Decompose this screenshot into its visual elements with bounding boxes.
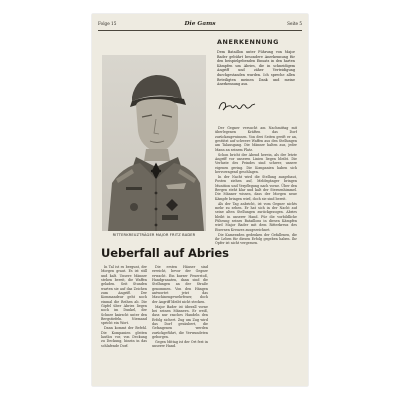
magazine-page <box>92 14 308 386</box>
article-paragraph: Dann kommt der Befehl. Die Kompanien gleiten lautlos vor, von Deckung zu Deckung, hinein in das schlafende Dorf. <box>101 326 147 348</box>
article-paragraph: In der Nacht wird die Stellung ausgebaut, Posten ziehen auf, Meldegänger bringen Munition und Verpflegung nach vorne. Über den Bergen steht klar und kalt der Sternenhimmel. Die Männer wissen, dass der Morgen neue Kämpfe bringen wird, doch sie sind bereit. <box>215 174 297 201</box>
page-number: Seite 5 <box>287 21 302 26</box>
article-column-2 <box>152 265 208 380</box>
article-paragraph: Die ersten Häuser sind erreicht, bevor der Gegner erwacht. Ein kurzer Feuerstoß, Handgranaten, dann sind die Stellungen an der Straße genommen. Von den Hängen antwortet jetzt das Maschinengewehrfeuer, doch der Angriff bleibt nicht stecken. <box>152 265 208 304</box>
page-header <box>98 19 302 29</box>
article-paragraph: Als der Tag anbricht, ist vom Gegner nichts mehr zu sehen. Er hat sich in der Nacht auf seine alten Stellungen zurückgezogen. Abries bleibt in unserer Hand. Für die vorbildliche Führung seines Bataillons in diesen Kämpfen wird Major Bader mit dem Ritterkreuz des Eisernen Kreuzes ausgezeichnet. <box>215 201 297 232</box>
magazine-title: Die Gams <box>184 21 216 27</box>
issue-number: Folge 15 <box>98 21 117 26</box>
award-title: ANERKENNUNG <box>217 38 279 46</box>
award-box <box>217 38 295 138</box>
article-column-3 <box>215 126 297 384</box>
article-paragraph: Schon bricht der Abend herein, als der letzte Angriff vor unseren Linien liegen bleibt. Die Verluste des Feindes sind schwer, unsere eigenen gering. Die Kompanien haben sich hervorragend geschlagen. <box>215 152 297 175</box>
article-paragraph: Die Kameraden gedenken der Gefallenen, die ihr Leben für diesen Erfolg gegeben haben. Ihr Opfer ist nicht vergessen. <box>215 232 297 246</box>
article-column-1 <box>101 265 147 380</box>
portrait-photo <box>102 55 206 231</box>
handwritten-signature <box>217 99 257 113</box>
award-text: Dem Bataillon unter Führung von Major Bader gebührt besondere Anerkennung für den beispielgebenden Einsatz in den harten Kämpfen um Abries, die in schneidigem Angriff und zäher Verteidigung durchgestanden wurden. Ich spreche allen Beteiligten meinen Dank und meine Anerkennung aus. <box>217 50 295 87</box>
portrait-drawing <box>102 55 206 231</box>
article-paragraph: In Tal ist es bergunt, der Morgen graut. Es ist still und kalt. Unsere Männer stehen bereit, die Waffen geladen. Seit Stunden warten sie auf das Zeichen zum Angriff. Der Kommandeur geht noch einmal die Reihen ab. Die Gipfel über Abries liegen noch im Dunkel, der Schnee knirscht unter den Bergstiefeln. Niemand spricht ein Wort. <box>101 265 147 326</box>
article-paragraph: Der Gegner versucht am Nachmittag mit überlegenen Kräften das Dorf zurückzugewinnen. Von drei Seiten greift er an, gestützt auf schwere Waffen aus den Stellungen am Talausgang. Die Männer halten aus, jeder Mann an seinem Platz. <box>215 126 297 152</box>
header-divider <box>98 30 302 31</box>
photo-caption: RITTERKREUZTRÄGER MAJOR FRITZ BADER <box>112 233 196 237</box>
article-paragraph: Gegen Mittag ist der Ort fest in unserer Hand. <box>152 340 208 349</box>
article-headline: Ueberfall auf Abries <box>101 246 229 260</box>
article-paragraph: Major Bader ist überall vorne bei seinen Männern. Er weiß, dass nur rasches Handeln den Erfolg sichert. Zug um Zug wird das Dorf gesäubert, die Gefangenen werden zurückgeführt, die Verwundeten geborgen. <box>152 304 208 340</box>
